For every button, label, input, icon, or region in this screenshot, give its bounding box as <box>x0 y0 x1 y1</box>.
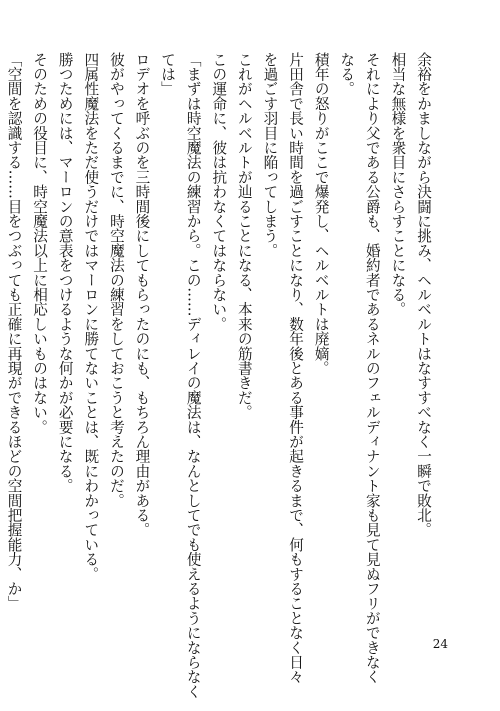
text-line: ては」 <box>159 52 177 97</box>
text-line: 「まずは時空魔法の練習から。この……ディレイの魔法は、なんとしてでも使えるようにならなく <box>184 52 202 699</box>
text-line: それにより父である公爵も、婚約者であるネルのフェルディナント家も見て見ぬフリができなく <box>363 52 381 685</box>
text-line: 「空間を認識する……目をつぶっても正確に再現ができるほどの空間把握能力、か」 <box>5 52 23 611</box>
text-line: 積年の怒りがここで爆発し、ヘルベルトは廃嫡。 <box>312 52 330 376</box>
page-number: 24 <box>432 637 448 651</box>
text-line: 片田舎で長い時間を過ごすことになり、数年後とある事件が起きるまで、何もすることなく日々 <box>287 52 305 685</box>
text-line: 余裕をかましながら決闘に挑み、ヘルベルトはなすすべなく一瞬で敗北。 <box>415 52 432 538</box>
text-line: 相当な無様を衆目にさらすことになる。 <box>389 52 407 317</box>
text-line: これがヘルベルトが辿ることになる、本来の筋書きだ。 <box>235 52 253 420</box>
text-line: そのための役目に、時空魔法以上に相応しいものはない。 <box>31 52 49 435</box>
text-line: なる。 <box>338 52 356 97</box>
text-line: この運命に、彼は抗わなくてはならない。 <box>210 52 228 332</box>
text-line: 四属性魔法をただ使うだけではマーロンに勝てないことは、既にわかっている。 <box>82 52 100 582</box>
body-text <box>1 52 436 699</box>
text-line: 勝つためには、マーロンの意表をつけるような何かが必要になる。 <box>56 52 74 493</box>
text-line: 彼がやってくるまでに、時空魔法の練習をしておこうと考えたのだ。 <box>107 52 125 508</box>
text-line: を過ごす羽目に陥ってしまう。 <box>261 52 279 258</box>
text-line: ロデオを呼ぶのを三時間後にしてもらったのにも、もちろん理由がある。 <box>133 52 151 538</box>
